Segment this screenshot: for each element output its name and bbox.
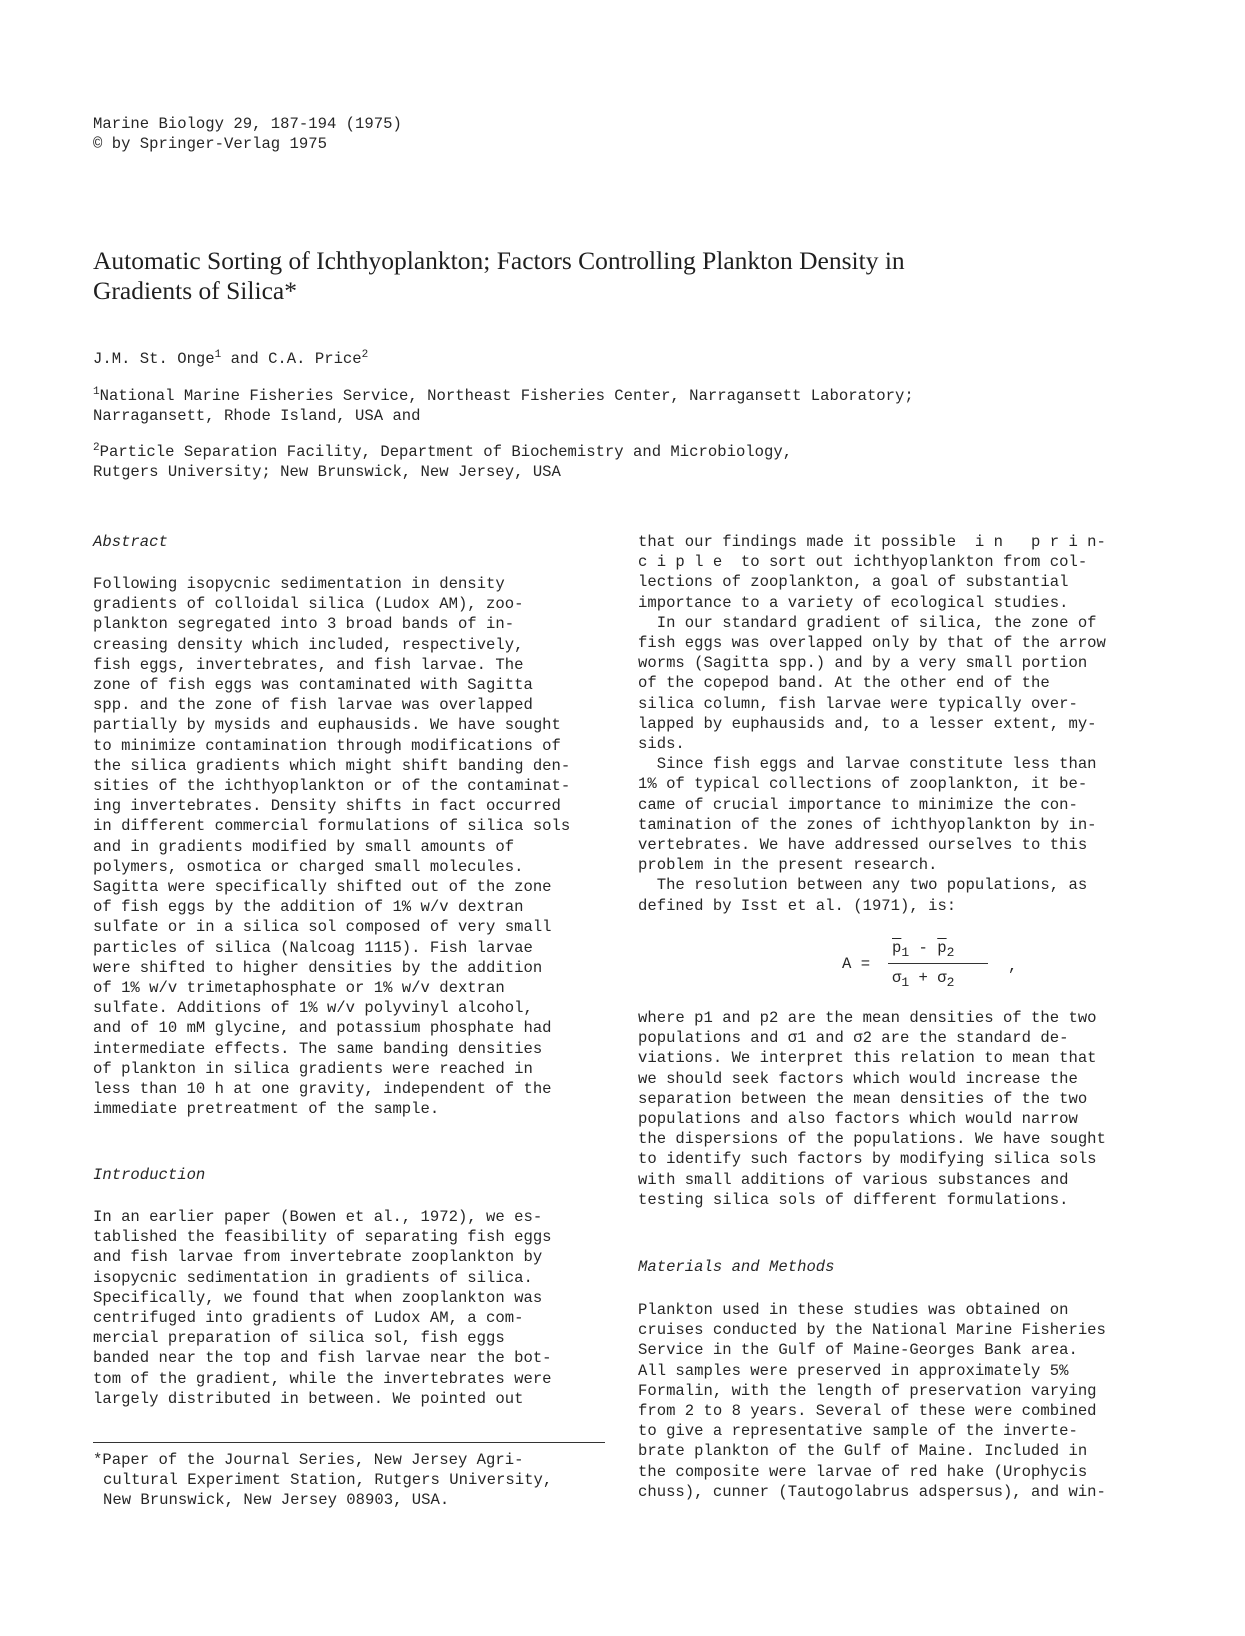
abstract-line: ing invertebrates. Density shifts in fact occurred [93,797,561,816]
introduction-line: largely distributed in between. We pointed out [93,1389,524,1408]
body-line: separation between the mean densities of the two [638,1089,1088,1108]
footnote-marker: * [93,1451,103,1469]
author-connector: and [230,350,259,368]
body-line: where p1 and p2 are the mean densities of the two [638,1009,1097,1027]
body-line: of the copepod band. At the other end of the [638,674,1050,693]
body-line: worms (Sagitta spp.) and by a very small portion [638,654,1088,673]
author-2-sup: 2 [361,348,369,361]
abstract-line: sulfate. Additions of 1% w/v polyvinyl alcohol, [93,999,533,1018]
abstract-line: intermediate effects. The same banding densities [93,1039,543,1058]
methods-body [638,1300,1106,1502]
affiliation-2-line-2: Rutgers University; New Brunswick, New Jersey, USA [93,463,561,482]
abstract-line: Sagitta were specifically shifted out of the zone [93,878,552,897]
body-line: problem in the present research. [638,856,938,875]
equation-den-sub-1: 1 [901,975,910,991]
abstract-line: spp. and the zone of fish larvae was overlapped [93,696,533,715]
affiliation-1-line-1: National Marine Fisheries Service, Northeast Fisheries Center, Narragansett Laboratory; [99,387,914,405]
introduction-line: banded near the top and fish larvae near the bot- [93,1349,552,1368]
equation-p1: $\overline{p}$ [892,939,902,957]
equation-trailing-comma: , [1008,957,1018,975]
methods-heading: Materials and Methods [638,1258,835,1276]
footnote-line-1: Paper of the Journal Series, New Jersey Agri- [102,1451,524,1469]
body-line: defined by Isst et al. (1971), is: [638,896,957,915]
equation-sigma-1: σ [892,969,902,987]
body-line: importance to a variety of ecological studies. [638,593,1069,612]
body-line: lections of zooplankton, a goal of substantial [638,573,1069,592]
body-line: silica column, fish larvae were typically over- [638,694,1078,713]
introduction-line: centrifuged into gradients of Ludox AM, a com- [93,1309,524,1328]
affiliation-1-sup: 1 [93,385,100,398]
abstract-line: the silica gradients which might shift banding den- [93,756,571,775]
abstract-line: were shifted to higher densities by the addition [93,958,543,977]
body-line: tamination of the zones of ichthyoplankton by in- [638,815,1097,834]
introduction-body [93,1207,552,1409]
body-line: vertebrates. We have addressed ourselves to this [638,836,1088,855]
author-1-sup: 1 [214,348,222,361]
abstract-line: of 1% w/v trimetaphosphate or 1% w/v dextran [93,979,505,998]
page-title [93,246,1193,306]
abstract-line: and in gradients modified by small amounts of [93,837,515,856]
abstract-line: and of 10 mM glycine, and potassium phosphate had [93,1019,552,1038]
abstract-line: to minimize contamination through modifications of [93,736,561,755]
body-line: came of crucial importance to minimize the con- [638,795,1078,814]
affiliation-1-line-2: Narragansett, Rhode Island, USA and [93,407,421,426]
body-line: In our standard gradient of silica, the zone of [638,613,1097,632]
body-line: we should seek factors which would increase the [638,1069,1078,1088]
methods-line: Plankton used in these studies was obtained on [638,1301,1069,1319]
affiliation-1 [93,386,914,426]
methods-line: cruises conducted by the National Marine Fisheries [638,1321,1106,1340]
abstract-line: Following isopycnic sedimentation in density [93,575,505,593]
resolution-equation [640,932,1060,996]
methods-line: Service in the Gulf of Maine-Georges Bank area. [638,1341,1078,1360]
abstract-line: fish eggs, invertebrates, and fish larvae. The [93,655,524,674]
methods-line: chuss), cunner (Tautogolabrus adspersus), and win- [638,1482,1106,1501]
abstract-line: immediate pretreatment of the sample. [93,1100,440,1119]
introduction-line: mercial preparation of silica sol, fish eggs [93,1329,505,1348]
journal-header [93,114,402,154]
body-line: viations. We interpret this relation to mean that [638,1049,1097,1068]
introduction-line: isopycnic sedimentation in gradients of silica. [93,1268,533,1287]
affiliation-2-sup: 2 [93,441,100,454]
author-2: C.A. Price [268,350,362,368]
equation-minus: - [918,939,928,957]
abstract-body [93,574,570,1119]
footnote-line-2: cultural Experiment Station, Rutgers University, [103,1471,553,1490]
abstract-line: polymers, osmotica or charged small molecules. [93,857,524,876]
body-line: The resolution between any two populations, as [638,876,1088,895]
equation-plus: + [918,969,928,987]
introduction-line: tom of the gradient, while the invertebrates were [93,1369,552,1388]
footnote-rule [93,1442,605,1443]
methods-line: the composite were larvae of red hake (Urophycis [638,1462,1088,1481]
abstract-line: plankton segregated into 3 broad bands of in- [93,615,515,634]
abstract-line: particles of silica (Nalcoag 1115). Fish larvae [93,938,533,957]
abstract-heading: Abstract [93,533,168,551]
abstract-line: less than 10 h at one gravity, independent of the [93,1080,552,1099]
body-line: with small additions of various substances and [638,1170,1069,1189]
methods-line: from 2 to 8 years. Several of these were combined [638,1402,1097,1421]
equation-sigma-2: σ [937,969,947,987]
equation-p2: $\overline{p}$ [937,939,947,957]
body-line: fish eggs was overlapped only by that of the arrow [638,634,1106,653]
title-line-2: Gradients of Silica* [93,276,297,305]
abstract-line: in different commercial formulations of silica sols [93,817,571,836]
body-line: Since fish eggs and larvae constitute less than [638,755,1097,774]
methods-line: to give a representative sample of the inverte- [638,1422,1078,1441]
body-line: populations and σ1 and σ2 are the standard de- [638,1029,1069,1048]
title-line-1: Automatic Sorting of Ichthyoplankton; Factors Controlling Plankton Density in [93,246,905,275]
introduction-line: Specifically, we found that when zooplankton was [93,1288,543,1307]
affiliation-2 [93,442,792,482]
affiliation-2-line-1: Particle Separation Facility, Department of Biochemistry and Microbiology, [99,443,793,461]
body-line: 1% of typical collections of zooplankton, it be- [638,775,1088,794]
abstract-line: sulfate or in a silica sol composed of very small [93,918,552,937]
right-column-body [638,532,1106,916]
body-line: c i p l e to sort out ichthyoplankton from col- [638,553,1088,572]
body-line: the dispersions of the populations. We have sought [638,1130,1106,1149]
equation-sub-2: 2 [946,945,955,961]
author-list [93,349,368,369]
footnote-line-3: New Brunswick, New Jersey 08903, USA. [103,1491,450,1510]
author-1: J.M. St. Onge [93,350,215,368]
introduction-line: In an earlier paper (Bowen et al., 1972), we es- [93,1208,543,1226]
body-line: to identify such factors by modifying silica sols [638,1150,1097,1169]
abstract-line: gradients of colloidal silica (Ludox AM), zoo- [93,595,524,614]
introduction-line: tablished the feasibility of separating fish eggs [93,1228,552,1247]
journal-citation: Marine Biology 29, 187-194 (1975) [93,115,402,133]
abstract-line: of plankton in silica gradients were reached in [93,1059,533,1078]
equation-lhs: A = [842,955,871,973]
abstract-line: zone of fish eggs was contaminated with Sagitta [93,676,533,695]
equation-den-sub-2: 2 [946,975,955,991]
body-line: that our findings made it possible i n p r i n- [638,533,1106,551]
methods-line: brate plankton of the Gulf of Maine. Included in [638,1442,1088,1461]
body-line: sids. [638,735,685,754]
introduction-line: and fish larvae from invertebrate zooplankton by [93,1248,543,1267]
abstract-line: sities of the ichthyoplankton or of the contaminat- [93,777,571,796]
introduction-heading: Introduction [93,1166,206,1184]
body-line: lapped by euphausids and, to a lesser extent, my- [638,714,1097,733]
abstract-line: partially by mysids and euphausids. We have sought [93,716,561,735]
equation-sub-1: 1 [901,945,910,961]
journal-copyright: © by Springer-Verlag 1975 [93,135,327,154]
methods-line: Formalin, with the length of preservation varying [638,1381,1097,1400]
body-line: populations and also factors which would narrow [638,1110,1078,1129]
abstract-line: of fish eggs by the addition of 1% w/v dextran [93,898,524,917]
fraction-bar [888,963,988,964]
right-column-body-2 [638,1008,1106,1210]
abstract-line: creasing density which included, respectively, [93,635,524,654]
body-line: testing silica sols of different formulations. [638,1190,1069,1209]
footnote [93,1450,552,1511]
methods-line: All samples were preserved in approximately 5% [638,1361,1069,1380]
